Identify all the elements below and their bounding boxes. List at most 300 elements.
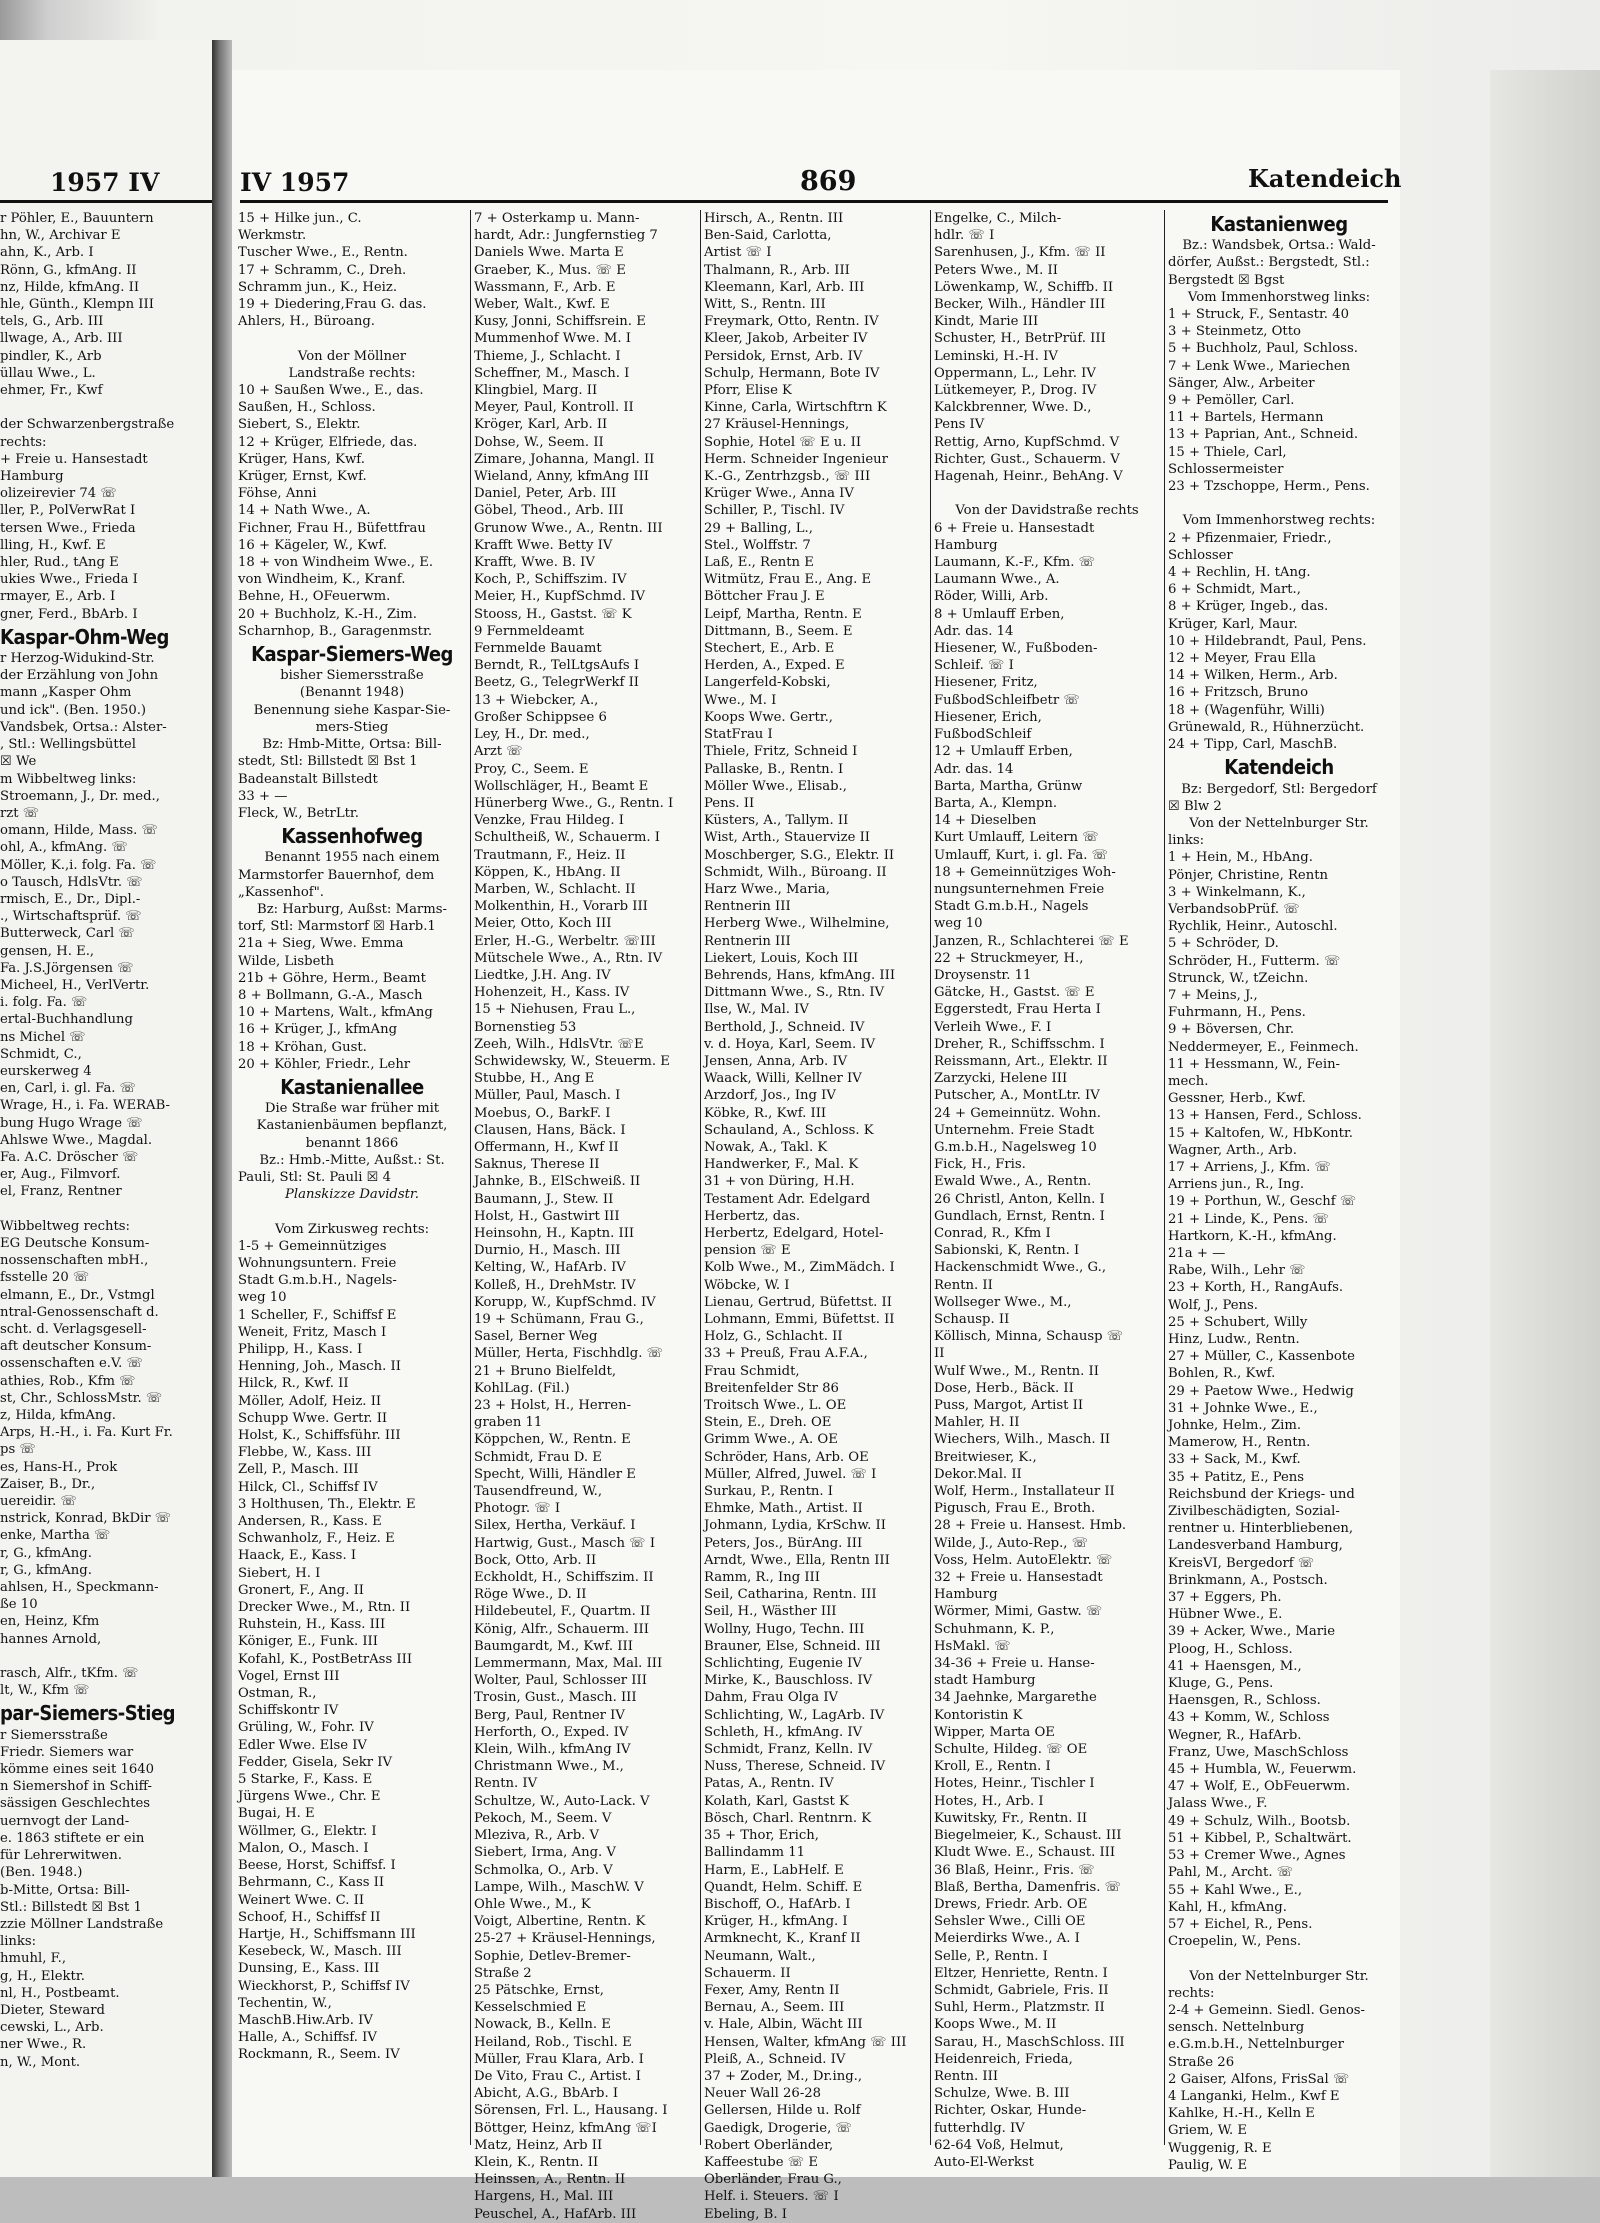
directory-entry: Kesselschmied E <box>474 2000 587 2016</box>
directory-entry: Edler Wwe. Else IV <box>238 1737 367 1753</box>
directory-entry: Gätcke, H., Gastst. ☏ E <box>934 985 1095 1001</box>
page-edge <box>1490 70 1600 2177</box>
directory-entry: 13 + Hansen, Ferd., Schloss. <box>1168 1108 1362 1124</box>
directory-entry: e.G.m.b.H., Nettelnburger <box>1168 2037 1344 2053</box>
directory-entry: Weneit, Fritz, Masch I <box>238 1324 387 1340</box>
directory-entry: 2-4 + Gemeinn. Siedl. Genos- <box>1168 2002 1366 2018</box>
directory-entry: der Erzählung von John <box>0 668 159 684</box>
directory-entry: Moschberger, S.G., Elektr. II <box>704 847 895 863</box>
directory-entry: 35 + Thor, Erich, <box>704 1828 819 1844</box>
directory-entry: 14 + Nath Wwe., A. <box>238 503 371 519</box>
directory-entry: Lohmann, Emmi, Büfettst. II <box>704 1312 895 1327</box>
directory-column-1 <box>238 210 466 2150</box>
directory-entry: Schlichting, W., LagArb. IV <box>704 1707 885 1723</box>
left-page-column <box>0 210 210 2071</box>
directory-entry: 15 + Thiele, Carl, <box>1168 444 1287 460</box>
street-heading: Kastanienallee <box>280 1074 424 1099</box>
directory-entry: aft deutscher Konsum- <box>0 1339 152 1355</box>
directory-entry: Nowack, B., Kelln. E <box>474 2017 611 2033</box>
directory-entry: Sarau, H., MaschSchloss. III <box>934 2034 1125 2050</box>
directory-entry: Weinert Wwe. C. II <box>238 1892 365 1908</box>
directory-entry: 2 + Pfizenmaier, Friedr., <box>1168 530 1332 546</box>
directory-entry: Gessner, Herb., Kwf. <box>1168 1091 1306 1107</box>
directory-entry: 47 + Wolf, E., ObFeuerwm. <box>1168 1779 1351 1795</box>
directory-entry: es, Hans-H., Prok <box>0 1459 118 1475</box>
directory-entry: Wwe., M. I <box>704 692 777 708</box>
directory-entry: Beetz, G., TelegrWerkf II <box>474 675 639 691</box>
directory-entry: Klingbiel, Marg. II <box>474 383 598 399</box>
directory-entry: 27 + Müller, C., Kassenbote <box>1168 1349 1355 1365</box>
directory-entry: nossenschaften mbH., <box>0 1253 149 1269</box>
directory-entry: Hilck, R., Kwf. II <box>238 1376 349 1392</box>
directory-entry: Kurt Umlauff, Leitern ☏ <box>934 830 1099 846</box>
directory-entry: Friedr. Siemers war <box>0 1744 134 1760</box>
directory-entry: Herberg Wwe., Wilhelmine, <box>704 916 890 932</box>
directory-entry: Micheel, H., VerlVertr. <box>0 977 150 993</box>
directory-entry: Stein, E., Dreh. OE <box>704 1415 832 1431</box>
directory-entry: Ohle Wwe., M., K <box>474 1896 591 1912</box>
directory-entry: Verleih Wwe., F. I <box>934 1019 1052 1035</box>
directory-entry: Patas, A., Rentn. IV <box>704 1776 834 1792</box>
directory-entry: gner, Ferd., BbArb. I <box>0 606 138 622</box>
directory-entry: Droysenstr. 11 <box>934 967 1032 983</box>
directory-entry: benannt 1866 <box>305 1135 399 1151</box>
directory-entry: Bernau, A., Seem. III <box>704 2000 845 2016</box>
directory-entry: FußbodSchleif <box>934 727 1032 743</box>
directory-entry: Arndt, Wwe., Ella, Rentn III <box>704 1552 890 1568</box>
directory-entry: 7 + Meins, J., <box>1168 987 1258 1003</box>
directory-entry: 57 + Eichel, R., Pens. <box>1168 1916 1313 1932</box>
directory-entry: Stechert, E., Arb. E <box>704 641 835 657</box>
directory-entry: Hildebeutel, F., Quartm. II <box>474 1604 651 1620</box>
directory-entry: Rentnerin III <box>704 899 791 915</box>
directory-entry: 11 + Bartels, Hermann <box>1168 410 1324 426</box>
directory-entry: 28 + Freie u. Hansest. Hmb. <box>934 1518 1127 1534</box>
directory-entry: für Lehrerwitwen. <box>0 1848 122 1864</box>
directory-entry: 13 + Wiebcker, A., <box>474 692 599 708</box>
directory-entry: MaschB.Hiw.Arb. IV <box>238 2012 373 2028</box>
directory-entry: ohl, A., kfmAng. ☏ <box>0 840 128 856</box>
directory-entry: uernvogt der Land- <box>0 1813 130 1829</box>
directory-entry: Schauerm. II <box>704 1965 791 1981</box>
directory-entry: FußbodSchleifbetr ☏ <box>934 692 1080 708</box>
directory-entry: von Windheim, K., Kranf. <box>238 572 406 588</box>
directory-entry: Mummenhof Wwe. M. I <box>474 331 631 347</box>
directory-entry: Hinz, Ludw., Rentn. <box>1168 1332 1300 1347</box>
directory-entry: Dittmann Wwe., S., Rtn. IV <box>704 985 885 1001</box>
directory-entry: Kluge, G., Pens. <box>1168 1676 1274 1692</box>
directory-entry: Fick, H., Fris. <box>934 1157 1026 1173</box>
directory-entry: Neuer Wall 26-28 <box>704 2086 822 2102</box>
directory-entry: 29 + Balling, L., <box>704 520 813 536</box>
directory-entry: Werkmstr. <box>238 228 307 244</box>
directory-entry: Hünerberg Wwe., G., Rentn. I <box>474 795 674 811</box>
directory-entry: Vom Immenhorstweg rechts: <box>1182 513 1376 529</box>
directory-entry: Richter, Oskar, Hunde- <box>934 2103 1087 2119</box>
directory-entry: Vom Immenhorstweg links: <box>1187 289 1371 305</box>
directory-entry: Photogr. ☏ I <box>474 1501 561 1517</box>
directory-entry: Handwerker, F., Mal. K <box>704 1157 859 1173</box>
directory-entry: Hackenschmidt Wwe., G., <box>934 1260 1107 1276</box>
directory-entry: rmisch, E., Dr., Dipl.- <box>0 891 141 907</box>
directory-entry: Wieland, Anny, kfmAng III <box>474 469 649 485</box>
directory-entry: r, G., kfmAng. <box>0 1562 92 1578</box>
directory-entry: 5 + Schröder, D. <box>1168 936 1279 952</box>
directory-entry: Philipp, H., Kass. I <box>238 1342 363 1357</box>
directory-entry: Bösch, Charl. Rentnrn. K <box>704 1810 872 1826</box>
directory-entry: ., Wirtschaftsprüf. ☏ <box>0 909 142 925</box>
directory-entry: 51 + Kibbel, P., Schaltwärt. <box>1168 1830 1352 1846</box>
directory-entry: Sophie, Hotel ☏ E u. II <box>704 434 862 450</box>
directory-entry: Kastanienbäumen bepflanzt, <box>256 1118 448 1134</box>
directory-entry: EG Deutsche Konsum- <box>0 1235 150 1251</box>
directory-entry: 10 + Hildebrandt, Paul, Pens. <box>1168 633 1367 649</box>
directory-entry: Wörmer, Mimi, Gastw. ☏ <box>934 1604 1103 1620</box>
directory-entry: Herm. Schneider Ingenieur <box>704 451 888 467</box>
directory-entry: 3 + Steinmetz, Otto <box>1168 324 1301 340</box>
directory-entry: Witmütz, Frau E., Ang. E <box>704 572 872 588</box>
directory-entry: 16 + Krüger, J., kfmAng <box>238 1022 398 1038</box>
directory-entry: G.m.b.H., Nagelsweg 10 <box>934 1139 1097 1155</box>
directory-entry: Baumgardt, M., Kwf. III <box>474 1638 633 1654</box>
directory-entry: 21b + Göhre, Herm., Beamt <box>238 970 426 986</box>
directory-entry: Oberländer, Frau G., <box>704 2172 842 2188</box>
directory-entry: Leminski, H.-H. IV <box>934 348 1058 364</box>
directory-entry: Schoof, H., Schiffsf II <box>238 1909 381 1925</box>
directory-entry: 16 + Kägeler, W., Kwf. <box>238 537 387 553</box>
directory-entry: Klein, Wilh., kfmAng IV <box>474 1742 631 1758</box>
directory-entry: rasch, Alfr., tKfm. ☏ <box>0 1666 139 1682</box>
directory-entry: Quandt, Helm. Schiff. E <box>704 1879 863 1895</box>
directory-entry: Liedtke, J.H. Ang. IV <box>474 967 611 983</box>
directory-entry: Schiffskontr IV <box>238 1703 339 1719</box>
directory-entry: o Tausch, HdlsVtr. ☏ <box>0 874 143 890</box>
directory-entry: Gronert, F., Ang. II <box>238 1582 364 1598</box>
directory-entry: ns Michel ☏ <box>0 1029 86 1045</box>
directory-entry: Fedder, Gisela, Sekr IV <box>238 1754 393 1770</box>
directory-entry: Krafft, Wwe. B. IV <box>474 555 595 571</box>
directory-entry: 1-5 + Gemeinnütziges <box>238 1238 387 1254</box>
directory-entry: rechts: <box>1168 1985 1215 2001</box>
directory-entry: Grünewald, R., Hühnerzücht. <box>1168 719 1365 735</box>
directory-entry: Wegner, R., HafArb. <box>1168 1727 1302 1743</box>
directory-entry: Drews, Friedr. Arb. OE <box>934 1896 1088 1912</box>
directory-entry: Durnio, H., Masch. III <box>474 1243 621 1259</box>
directory-entry: mech. <box>1168 1073 1209 1089</box>
directory-entry: n, W., Mont. <box>0 2054 81 2070</box>
directory-entry: Haack, E., Kass. I <box>238 1548 357 1564</box>
directory-entry: Dittmann, B., Seem. E <box>704 623 853 639</box>
directory-entry: Kroll, E., Rentn. I <box>934 1759 1051 1775</box>
directory-entry: Zimare, Johanna, Mangl. II <box>474 451 655 467</box>
directory-entry: Berthold, J., Schneid. IV <box>704 1019 865 1035</box>
directory-entry: 9 Fernmeldeamt <box>474 623 585 639</box>
directory-entry: Pönjer, Christine, Rentn <box>1168 867 1328 883</box>
directory-column-5 <box>1168 210 1390 2173</box>
directory-entry: pindler, K., Arb <box>0 348 102 364</box>
directory-entry: Croepelin, W., Pens. <box>1168 1934 1302 1950</box>
directory-entry: Thalmann, R., Arb. III <box>704 262 850 278</box>
directory-entry: Gellersen, Hilde u. Rolf <box>704 2103 861 2119</box>
directory-entry: Rentn. III <box>934 2068 999 2084</box>
directory-entry: Berg, Paul, Rentner IV <box>474 1707 625 1723</box>
directory-entry: Nuss, Therese, Schneid. IV <box>704 1759 886 1775</box>
directory-entry: Hensen, Walter, kfmAng ☏ III <box>704 2034 907 2050</box>
directory-entry: Schlosser <box>1168 547 1233 563</box>
directory-entry: Fexer, Amy, Rentn II <box>704 1982 840 1998</box>
directory-entry: Meier, H., KupfSchmd. IV <box>474 589 645 605</box>
street-heading: Katendeich <box>1224 755 1334 780</box>
directory-entry: 20 + Buchholz, K.-H., Zim. <box>238 606 417 622</box>
directory-entry: Herbertz, das. <box>704 1208 801 1224</box>
directory-entry: 18 + (Wagenführ, Willi) <box>1168 702 1325 718</box>
directory-entry: Peuschel, A., HafArb. III <box>474 2206 637 2222</box>
directory-entry: Adr. das. 14 <box>934 623 1014 639</box>
directory-entry: Müller, Frau Klara, Arb. I <box>474 2051 644 2067</box>
directory-entry: Kleer, Jakob, Arbeiter IV <box>704 331 868 347</box>
directory-entry: Wist, Arth., Stauervize II <box>704 830 871 846</box>
directory-entry: 2 Gaiser, Alfons, FrisSal ☏ <box>1168 2071 1350 2087</box>
directory-entry: 37 + Zoder, M., Dr.ing., <box>704 2068 863 2084</box>
directory-entry: v. d. Hoya, Karl, Seem. IV <box>704 1036 876 1052</box>
directory-entry: Schulte, Hildeg. ☏ OE <box>934 1742 1088 1758</box>
directory-entry: Bz.: Hmb.-Mitte, Außst.: St. <box>259 1152 445 1168</box>
directory-entry: Frau Schmidt, <box>704 1363 800 1379</box>
directory-entry: nungsunternehmen Freie <box>934 881 1105 897</box>
directory-entry: dörfer, Außst.: Bergstedt, Stl.: <box>1168 255 1370 271</box>
directory-entry: 39 + Acker, Wwe., Marie <box>1168 1624 1336 1640</box>
directory-entry: Eckholdt, H., Schiffszim. II <box>474 1570 654 1586</box>
directory-entry: Jürgens Wwe., Chr. E <box>238 1789 381 1805</box>
directory-entry: Krüger, Hans, Kwf. <box>238 451 365 467</box>
directory-entry: weg 10 <box>934 916 983 932</box>
directory-entry: ps ☏ <box>0 1442 36 1458</box>
directory-entry: König, Alfr., Schauerm. III <box>474 1621 649 1637</box>
directory-entry: Hartje, H., Schiffsmann III <box>238 1926 416 1942</box>
directory-entry: Wilde, Lisbeth <box>238 953 335 969</box>
directory-entry: Zeeh, Wilh., HdlsVtr. ☏E <box>474 1036 644 1052</box>
directory-entry: Sänger, Alw., Arbeiter <box>1168 375 1315 391</box>
directory-entry: Sörensen, Frl. L., Hausang. I <box>474 2103 668 2119</box>
directory-entry: Schultheiß, W., Schauerm. I <box>474 830 660 846</box>
directory-entry: Daniels Wwe. Marta E <box>474 245 624 261</box>
directory-entry: Stl.: Billstedt ☒ Bst 1 <box>0 1899 142 1915</box>
directory-entry: Schupp Wwe. Gertr. II <box>238 1410 388 1426</box>
directory-entry: Köllisch, Minna, Schausp ☏ <box>934 1329 1124 1345</box>
directory-entry: Erler, H.-G., Werbeltr. ☏III <box>474 933 656 949</box>
directory-entry: enke, Martha ☏ <box>0 1528 111 1544</box>
directory-entry: Sabionski, K, Rentn. I <box>934 1243 1080 1259</box>
directory-entry: Suhl, Herm., Platzmstr. II <box>934 2000 1105 2016</box>
directory-entry: Seil, H., Wästher III <box>704 1604 837 1620</box>
directory-entry: b-Mitte, Ortsa: Bill- <box>0 1882 130 1898</box>
directory-entry: Dekor.Mal. II <box>934 1466 1022 1482</box>
directory-entry: 13 + Paprian, Ant., Schneid. <box>1168 427 1359 443</box>
directory-entry: Müller, Alfred, Juwel. ☏ I <box>704 1466 877 1482</box>
directory-entry: Kalckbrenner, Wwe. D., <box>934 400 1092 416</box>
directory-entry: Behne, H., OFeuerwm. <box>238 589 391 605</box>
directory-entry: ner Wwe., R. <box>0 2037 87 2053</box>
directory-entry: bung Hugo Wrage ☏ <box>0 1115 143 1131</box>
directory-entry: Proy, C., Seem. E <box>474 761 589 777</box>
directory-entry: Die Straße war früher mit <box>264 1101 440 1117</box>
directory-entry: lt, W., Kfm ☏ <box>0 1683 90 1699</box>
directory-entry: Krafft Wwe. Betty IV <box>474 537 613 553</box>
directory-entry: Fuhrmann, H., Pens. <box>1168 1005 1306 1021</box>
directory-entry: Ruhstein, H., Kass. III <box>238 1617 386 1633</box>
directory-entry: Bugai, H. E <box>238 1806 315 1822</box>
directory-entry: rzt ☏ <box>0 805 40 821</box>
directory-entry: Rychlik, Heinr., Autoschl. <box>1168 919 1338 935</box>
directory-entry: , Stl.: Wellingsbüttel <box>0 737 136 753</box>
directory-entry: Breitwieser, K., <box>934 1449 1037 1465</box>
spacer <box>934 485 1160 502</box>
directory-entry: Schulze, Wwe. B. III <box>934 2086 1070 2102</box>
directory-entry: Becker, Wilh., Händler III <box>934 297 1106 313</box>
directory-entry: 14 + Wilken, Herm., Arb. <box>1168 668 1338 684</box>
directory-entry: Fa. J.S.Jörgensen ☏ <box>0 960 134 976</box>
directory-entry: Bz: Harburg, Außst: Marms- <box>257 901 447 917</box>
directory-entry: Köppchen, W., Rentn. E <box>474 1432 631 1448</box>
directory-entry: Pens. II <box>704 795 755 811</box>
directory-entry: Wilde, J., Auto-Rep., ☏ <box>934 1535 1089 1551</box>
directory-entry: Wollseger Wwe., M., <box>934 1294 1072 1310</box>
directory-entry: 31 + Johnke Wwe., E., <box>1168 1400 1318 1416</box>
directory-entry: Daniel, Peter, Arb. III <box>474 486 617 502</box>
directory-entry: Laumann Wwe., A. <box>934 572 1060 588</box>
directory-entry: 1 + Struck, F., Sentastr. 40 <box>1168 307 1349 323</box>
directory-entry: Kofahl, K., PostBetrAss III <box>238 1651 413 1667</box>
directory-entry: Köppen, K., HbAng. II <box>474 864 621 880</box>
directory-entry: Siebert, S., Elektr. <box>238 417 361 433</box>
directory-entry: Benennung siehe Kaspar-Sie- <box>253 702 451 718</box>
directory-entry: sässigen Geschlechtes <box>0 1796 151 1812</box>
spacer <box>1168 495 1390 512</box>
directory-entry: Kaspar-Ohm-Weg <box>0 624 169 649</box>
directory-entry: Mamerow, H., Rentn. <box>1168 1435 1311 1451</box>
directory-entry: 33 + Sack, M., Kwf. <box>1168 1452 1301 1468</box>
directory-entry: Bz: Hmb-Mitte, Ortsa: Bill- <box>262 737 442 753</box>
directory-entry: Stadt G.m.b.H., Nagels <box>934 899 1089 915</box>
directory-entry: 20 + Köhler, Friedr., Lehr <box>238 1056 411 1072</box>
directory-entry: Auto-El-Werkst <box>934 2154 1034 2170</box>
directory-entry: Schwidewsky, W., Steuerm. E <box>474 1053 670 1069</box>
directory-entry: 11 + Hessmann, W., Fein- <box>1168 1056 1341 1072</box>
directory-entry: Unternehm. Freie Stadt <box>934 1122 1095 1138</box>
directory-entry: Baumann, J., Stew. II <box>474 1191 614 1207</box>
directory-entry: Wulf Wwe., M., Rentn. II <box>934 1363 1099 1379</box>
directory-entry: Bz.: Wandsbek, Ortsa.: Wald- <box>1182 238 1376 254</box>
directory-entry: Voss, Helm. AutoElektr. ☏ <box>934 1552 1113 1568</box>
directory-entry: 19 + Diedering,Frau G. das. <box>238 297 427 313</box>
directory-entry: 4 + Rechlin, H. tAng. <box>1168 565 1311 581</box>
directory-entry: Landstraße rechts: <box>288 365 416 381</box>
directory-entry: Pekoch, M., Seem. V <box>474 1810 612 1826</box>
directory-entry: 4 Langanki, Helm., Kwf E <box>1168 2088 1340 2104</box>
directory-entry: 19 + Schümann, Frau G., <box>474 1312 644 1327</box>
directory-entry: Mleziva, R., Arb. V <box>474 1828 600 1844</box>
directory-entry: 41 + Haensgen, M., <box>1168 1658 1302 1674</box>
directory-entry: Seil, Catharina, Rentn. III <box>704 1587 877 1603</box>
directory-entry: Bornenstieg 53 <box>474 1019 577 1035</box>
directory-entry: Marmstorfer Bauernhof, dem <box>238 867 435 883</box>
directory-entry: Griem, W. E <box>1168 2123 1248 2139</box>
directory-entry: 10 + Saußen Wwe., E., das. <box>238 383 424 399</box>
directory-entry: Meyer, Paul, Kontroll. II <box>474 400 634 416</box>
directory-entry: Weber, Walt., Kwf. E <box>474 297 610 313</box>
directory-entry: Jalass Wwe., F. <box>1168 1796 1268 1812</box>
directory-entry: Leipf, Martha, Rentn. E <box>704 606 862 622</box>
directory-entry: Koops Wwe. Gertr., <box>704 709 833 725</box>
directory-entry: Hartkorn, K.-H., kfmAng. <box>1168 1228 1337 1244</box>
directory-entry: 12 + Meyer, Frau Ella <box>1168 651 1316 667</box>
directory-entry: zzie Möllner Landstraße <box>0 1916 164 1932</box>
directory-entry: Möller, K.,i. folg. Fa. ☏ <box>0 857 157 873</box>
directory-entry: Behrmann, C., Kass II <box>238 1875 385 1891</box>
directory-entry: 15 + Niehusen, Frau L., <box>474 1002 636 1018</box>
directory-entry: Hiesener, Fritz, <box>934 675 1038 691</box>
directory-entry: Röge Wwe., D. II <box>474 1587 587 1603</box>
directory-entry: Schmolka, O., Arb. V <box>474 1862 613 1878</box>
directory-entry: Stel., Wolffstr. 7 <box>704 537 811 553</box>
directory-entry: Schlichting, Eugenie IV <box>704 1656 862 1672</box>
directory-entry: 21a + — <box>1168 1245 1226 1261</box>
directory-entry: Hilck, Cl., Schiffsf IV <box>238 1479 378 1495</box>
directory-entry: Tausendfreund, W., <box>474 1484 603 1500</box>
directory-entry: Richter, Gust., Schauerm. V <box>934 451 1120 467</box>
directory-entry: hler, Rud., tAng E <box>0 555 119 571</box>
directory-entry: 23 + Korth, H., RangAufs. <box>1168 1280 1344 1296</box>
directory-entry: Lienau, Gertrud, Büfettst. II <box>704 1294 892 1310</box>
directory-entry: Wöllmer, G., Elektr. I <box>238 1823 377 1839</box>
directory-entry: Strunck, W., tZeichn. <box>1168 970 1309 986</box>
directory-entry: 10 + Martens, Walt., kfmAng <box>238 1005 433 1021</box>
directory-entry: Rentnerin III <box>704 933 791 949</box>
directory-entry: Fa. A.C. Dröscher ☏ <box>0 1149 139 1165</box>
directory-entry: el, Franz, Rentner <box>0 1184 122 1200</box>
directory-entry: Dreher, R., Schiffsschm. I <box>934 1036 1105 1052</box>
directory-entry: Schleif. ☏ I <box>934 658 1014 674</box>
directory-entry: Techentin, W., <box>238 1995 332 2011</box>
directory-entry: Ramm, R., Ing III <box>704 1570 820 1586</box>
directory-entry: Zaiser, B., Dr., <box>0 1476 96 1492</box>
directory-entry: Marben, W., Schlacht. II <box>474 881 636 897</box>
directory-entry: Hübner Wwe., E. <box>1168 1607 1283 1623</box>
directory-entry: hardt, Adr.: Jungfernstieg 7 <box>474 228 658 244</box>
directory-entry: stadt Hamburg <box>934 1673 1036 1689</box>
directory-entry: nstrick, Konrad, BkDir ☏ <box>0 1511 172 1527</box>
directory-entry: olizeirevier 74 ☏ <box>0 486 117 502</box>
directory-entry: Meierdirks Wwe., A. I <box>934 1931 1080 1947</box>
directory-entry: mers-Stieg <box>315 719 389 735</box>
directory-entry: Korupp, W., KupfSchmd. IV <box>474 1294 656 1310</box>
directory-entry: Krüger, Ernst, Kwf. <box>238 469 367 485</box>
directory-entry: Barta, A., Klempn. <box>934 795 1058 811</box>
directory-entry: Sehsler Wwe., Cilli OE <box>934 1914 1086 1930</box>
directory-entry: Stooss, H., Gastst. ☏ K <box>474 606 632 622</box>
directory-entry: II <box>934 1346 945 1362</box>
directory-entry: Schmidt, C., <box>0 1046 82 1062</box>
directory-entry: Thieme, J., Schlacht. I <box>474 348 621 364</box>
directory-entry: Umlauff, Kurt, i. gl. Fa. ☏ <box>934 847 1109 863</box>
directory-entry: eurskerweg 4 <box>0 1063 92 1079</box>
directory-entry: Rabe, Wilh., Lehr ☏ <box>1168 1263 1306 1279</box>
directory-entry: 15 + Hilke jun., C. <box>238 211 362 226</box>
right-page-header: IV 1957 <box>240 168 350 197</box>
directory-entry: Kindt, Marie III <box>934 314 1039 330</box>
directory-entry: Holz, G., Schlacht. II <box>704 1329 843 1345</box>
directory-entry: Hiesener, Erich, <box>934 709 1042 725</box>
